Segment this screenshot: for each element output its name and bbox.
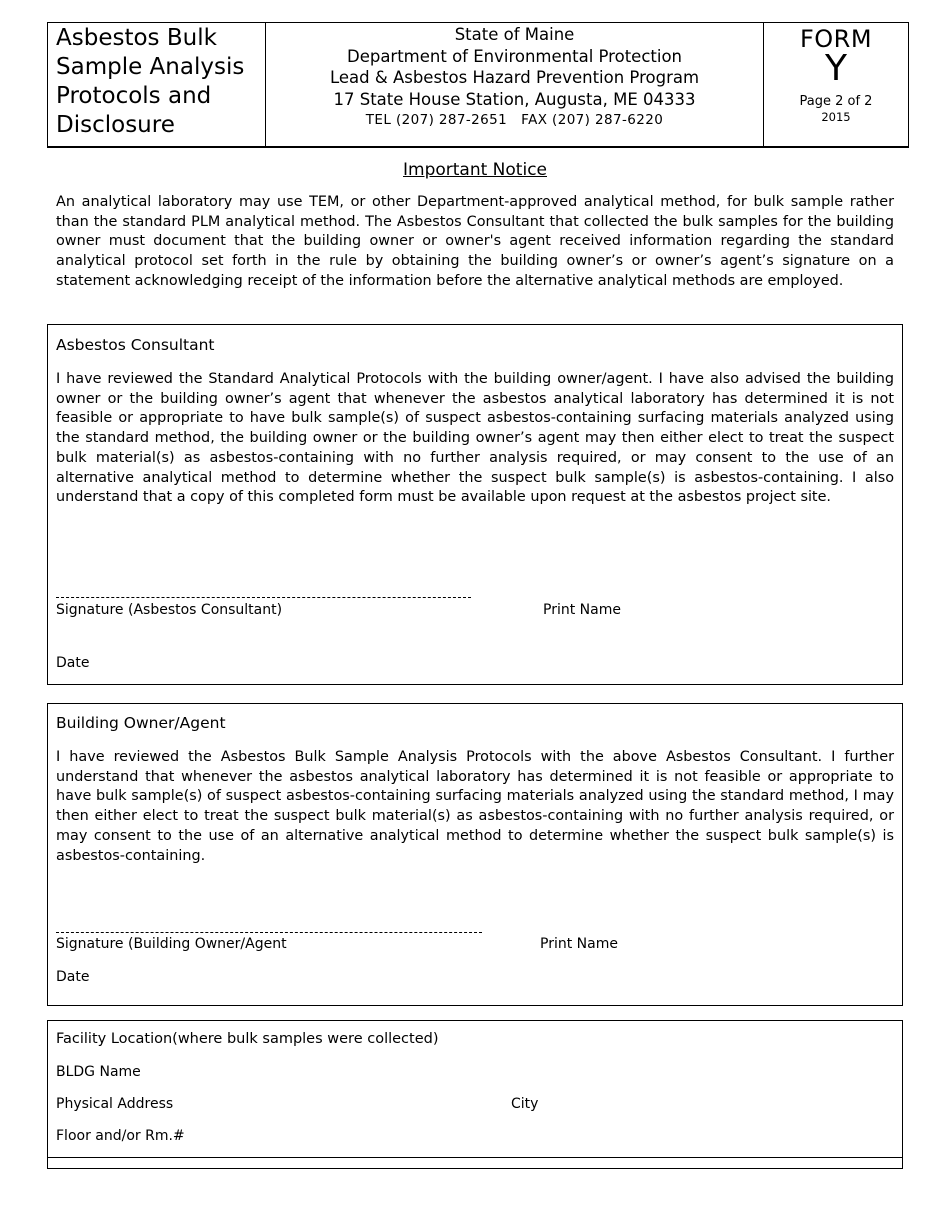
- agency-block: [266, 23, 764, 146]
- consultant-print-name-label: Print Name: [543, 602, 621, 618]
- consultant-date-label: Date: [56, 655, 90, 671]
- owner-date-label: Date: [56, 969, 90, 985]
- consultant-signature-label: Signature (Asbestos Consultant): [56, 602, 283, 618]
- notice-text: An analytical laboratory may use TEM, or other Department-approved analytical method, for bulk sample rather than the standard PLM analytical method. The Asbestos Consultant that collected the bulk samples for the building owner must document that the building owner or owner's agent received information regarding the standard analytical protocol set forth in the rule by obtaining the building owner’s or owner’s agent’s signature on a statement acknowledging receipt of the information before the alternative analytical methods are employed.: [56, 194, 894, 289]
- agency-department: Department of Environmental Protection: [346, 46, 682, 66]
- facility-bottom-rule: [48, 1157, 902, 1158]
- consultant-title: Asbestos Consultant: [56, 336, 215, 354]
- agency-address: 17 State House Station, Augusta, ME 04333: [333, 89, 696, 109]
- owner-signature-line[interactable]: [56, 932, 482, 933]
- form-id-block: [764, 23, 908, 146]
- agency-fax: FAX (207) 287-6220: [521, 112, 664, 128]
- form-letter: Y: [825, 48, 847, 89]
- form-header: [47, 22, 909, 148]
- page-number: Page 2 of 2: [799, 94, 873, 109]
- form-title: Asbestos Bulk Sample Analysis Protocols and Disclosure: [48, 23, 266, 146]
- owner-statement: I have reviewed the Asbestos Bulk Sample Analysis Protocols with the above Asbestos Consultant. I further understand that whenever the asbestos analytical laboratory has determined it is not feasible or appropriate to have bulk sample(s) of suspect asbestos-containing surfacing materials analyzed using the standard method, I may then either elect to treat the suspect bulk material(s) as asbestos-containing with no further analysis required, or may consent to the use of an alternative analytical method to determine whether the suspect bulk sample(s) is asbestos-containing.: [56, 749, 894, 864]
- agency-contact: [266, 110, 763, 130]
- consultant-signature-line[interactable]: [56, 597, 471, 598]
- owner-section: [47, 703, 903, 1006]
- floor-room-label: Floor and/or Rm.#: [56, 1128, 185, 1144]
- bldg-name-label: BLDG Name: [56, 1064, 141, 1080]
- form-year: 2015: [821, 110, 851, 124]
- form-label: FORM: [799, 25, 873, 53]
- notice-title: Important Notice: [403, 160, 547, 180]
- facility-section: [47, 1020, 903, 1169]
- consultant-statement: I have reviewed the Standard Analytical Protocols with the building owner/agent. I have also advised the building owner or the building owner’s agent that whenever the asbestos analytical laboratory has determined it is not feasible or appropriate to have bulk sample(s) of suspect asbestos-containing surfacing materials analyzed using the standard method, the building owner or the building owner’s agent may then either elect to treat the suspect bulk material(s) as asbestos-containing with no further analysis required, or may consent to the use of an alternative analytical method to determine whether the suspect bulk sample(s) is asbestos-containing. I also understand that a copy of this completed form must be available upon request at the asbestos project site.: [56, 371, 894, 506]
- agency-program: Lead & Asbestos Hazard Prevention Program: [329, 68, 700, 87]
- owner-print-name-label: Print Name: [540, 936, 618, 952]
- owner-signature-label: Signature (Building Owner/Agent: [56, 936, 287, 952]
- facility-title: Facility Location(where bulk samples were collected): [56, 1031, 439, 1047]
- owner-title: Building Owner/Agent: [56, 714, 226, 732]
- city-label: City: [511, 1096, 539, 1112]
- agency-state: State of Maine: [454, 25, 575, 44]
- agency-tel: TEL (207) 287-2651: [365, 112, 508, 128]
- consultant-section: [47, 324, 903, 685]
- physical-address-label: Physical Address: [56, 1096, 174, 1112]
